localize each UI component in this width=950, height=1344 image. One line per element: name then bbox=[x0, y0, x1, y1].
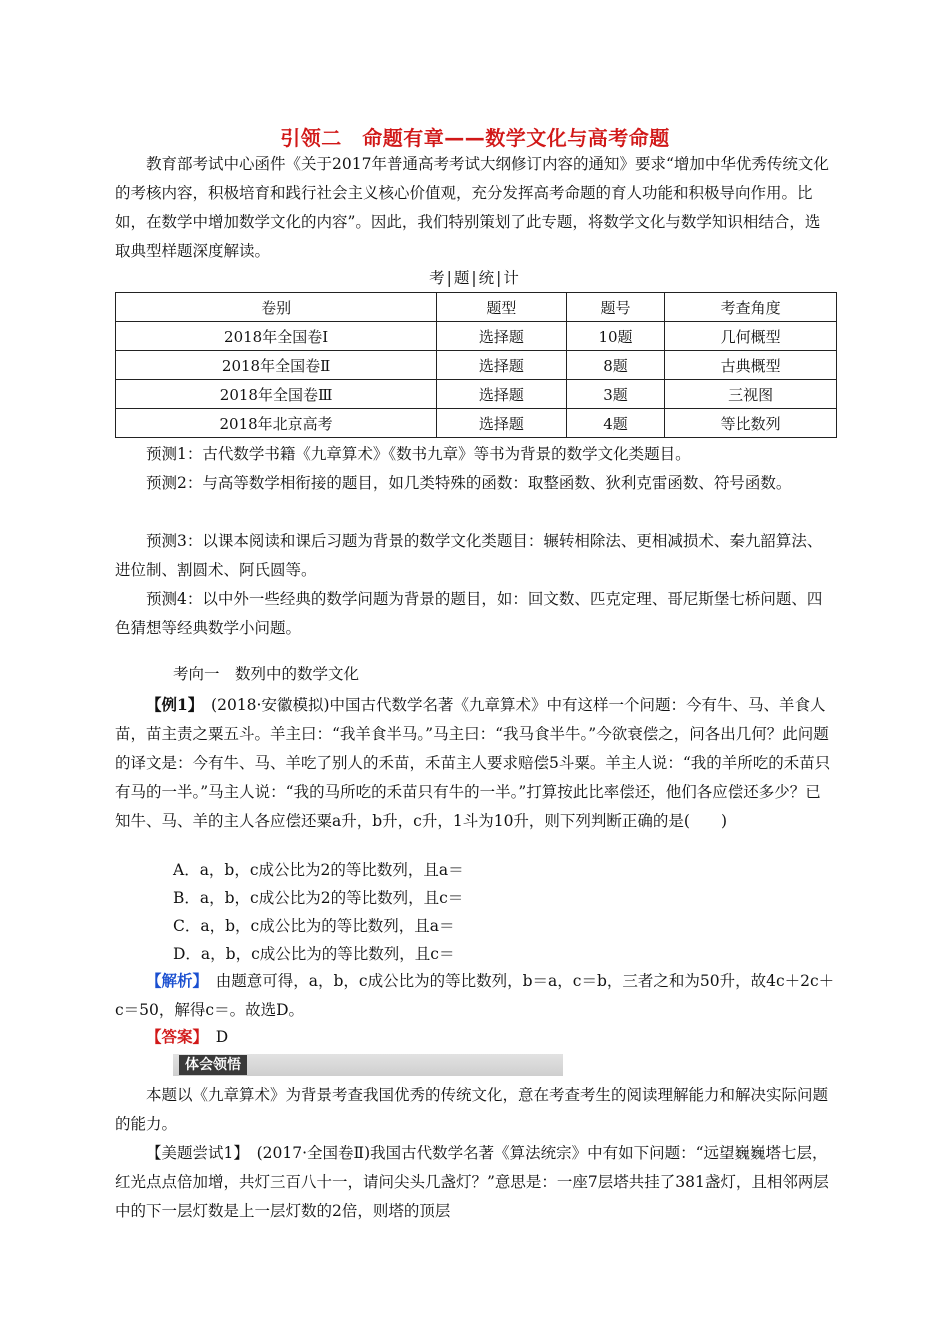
table-cell: 三视图 bbox=[665, 380, 837, 409]
table-row bbox=[116, 322, 837, 351]
answer-text: D bbox=[200, 1028, 229, 1046]
option-a: A．a，b，c成公比为2的等比数列，且a＝ bbox=[173, 861, 464, 879]
intro-paragraph: 教育部考试中心函件《关于2017年普通高考考试大纲修订内容的通知》要求“增加中华优秀传统文化的考核内容，积极培育和践行社会主义核心价值观，充分发挥高考命题的育人功能和积极导向作用。比如，在数学中增加数学文化的内容”。因此，我们特别策划了此专题，将数学文化与数学知识相结合，选取典型样题深度解读。 bbox=[115, 155, 829, 260]
stats-table bbox=[115, 292, 837, 438]
example-paragraph bbox=[115, 690, 835, 836]
table-cell: 2018年全国卷Ⅲ bbox=[116, 380, 437, 409]
table-cell: 2018年全国卷Ⅰ bbox=[116, 322, 437, 351]
prediction-1: 预测1：古代数学书籍《九章算术》《数书九章》等书为背景的数学文化类题目。 bbox=[146, 445, 691, 463]
trial-label: 【美题尝试1】 bbox=[146, 1144, 242, 1162]
reflection-paragraph: 本题以《九章算术》为背景考查我国优秀的传统文化，意在考查考生的阅读理解能力和解决实际问题的能力。 bbox=[115, 1086, 829, 1133]
table-cell: 2018年北京高考 bbox=[116, 409, 437, 438]
table-cell: 选择题 bbox=[437, 409, 566, 438]
table-row bbox=[116, 351, 837, 380]
table-header: 题型 bbox=[437, 293, 566, 322]
analysis-label: 【解析】 bbox=[146, 971, 201, 990]
analysis-text: 由题意可得，a，b，c成公比为的等比数列，b＝a，c＝b，三者之和为50升，故4c＋2c＋c＝50，解得c＝。故选D。 bbox=[115, 972, 835, 1019]
prediction-3: 预测3：以课本阅读和课后习题为背景的数学文化类题目：辗转相除法、更相减损术、秦九韶算法、进位制、割圆术、阿氏圆等。 bbox=[115, 532, 823, 579]
table-header: 考查角度 bbox=[665, 293, 837, 322]
table-cell: 选择题 bbox=[437, 322, 566, 351]
table-cell: 10题 bbox=[566, 322, 665, 351]
example-text: (2018·安徽模拟)中国古代数学名著《九章算术》中有这样一个问题：今有牛、马、羊食人苗，苗主责之粟五斗。羊主曰：“我羊食半马。”马主曰：“我马食半牛。”今欲衰偿之，问各出几何？此问题的译文是：今有牛、马、羊吃了别人的禾苗，禾苗主人要求赔偿5斗粟。羊主人说：“我的羊所吃的禾苗只有马的一半。”马主人说：“我的马所吃的禾苗只有牛的一半。”打算按此比率偿还，他们各应偿还多少？已知牛、马、羊的主人各应偿还粟a升，b升，c升，1斗为10升，则下列判断正确的是( ) bbox=[115, 696, 831, 830]
option-b: B．a，b，c成公比为2的等比数列，且c＝ bbox=[173, 889, 464, 907]
option-c: C．a，b，c成公比为的等比数列，且a＝ bbox=[173, 917, 455, 935]
reflection-banner bbox=[173, 1054, 563, 1076]
table-row bbox=[116, 380, 837, 409]
stats-title: 考|题|统|计 bbox=[429, 269, 521, 287]
table-cell: 选择题 bbox=[437, 351, 566, 380]
table-cell: 8题 bbox=[566, 351, 665, 380]
table-header: 卷别 bbox=[116, 293, 437, 322]
answer-label: 【答案】 bbox=[146, 1027, 201, 1046]
example-label: 【例1】 bbox=[146, 695, 196, 714]
table-cell: 几何概型 bbox=[665, 322, 837, 351]
prediction-2: 预测2：与高等数学相衔接的题目，如几类特殊的函数：取整函数、狄利克雷函数、符号函数。 bbox=[146, 474, 792, 492]
table-header-row bbox=[116, 293, 837, 322]
reflection-banner-label: 体会领悟 bbox=[179, 1055, 247, 1075]
page-title: 引领二 命题有章——数学文化与高考命题 bbox=[280, 126, 670, 150]
trial-text: (2017·全国卷Ⅱ)我国古代数学名著《算法统宗》中有如下问题：“远望巍巍塔七层，红光点点倍加增，共灯三百八十一，请问尖头几盏灯？”意思是：一座7层塔共挂了381盏灯，且相邻两层中的下一层灯数是上一层灯数的2倍，则塔的顶层 bbox=[115, 1144, 829, 1220]
table-cell: 选择题 bbox=[437, 380, 566, 409]
table-row bbox=[116, 409, 837, 438]
table-cell: 3题 bbox=[566, 380, 665, 409]
table-cell: 4题 bbox=[566, 409, 665, 438]
table-header: 题号 bbox=[566, 293, 665, 322]
table-cell: 古典概型 bbox=[665, 351, 837, 380]
analysis-paragraph bbox=[115, 966, 835, 1025]
answer-line bbox=[146, 1022, 866, 1051]
table-cell: 2018年全国卷Ⅱ bbox=[116, 351, 437, 380]
prediction-4: 预测4：以中外一些经典的数学问题为背景的题目，如：回文数、匹克定理、哥尼斯堡七桥问题、四色猜想等经典数学小问题。 bbox=[115, 590, 823, 637]
section-heading: 考向一 数列中的数学文化 bbox=[173, 665, 360, 683]
table-cell: 等比数列 bbox=[665, 409, 837, 438]
option-d: D．a，b，c成公比为的等比数列，且c＝ bbox=[173, 945, 455, 963]
trial-paragraph bbox=[115, 1139, 835, 1226]
